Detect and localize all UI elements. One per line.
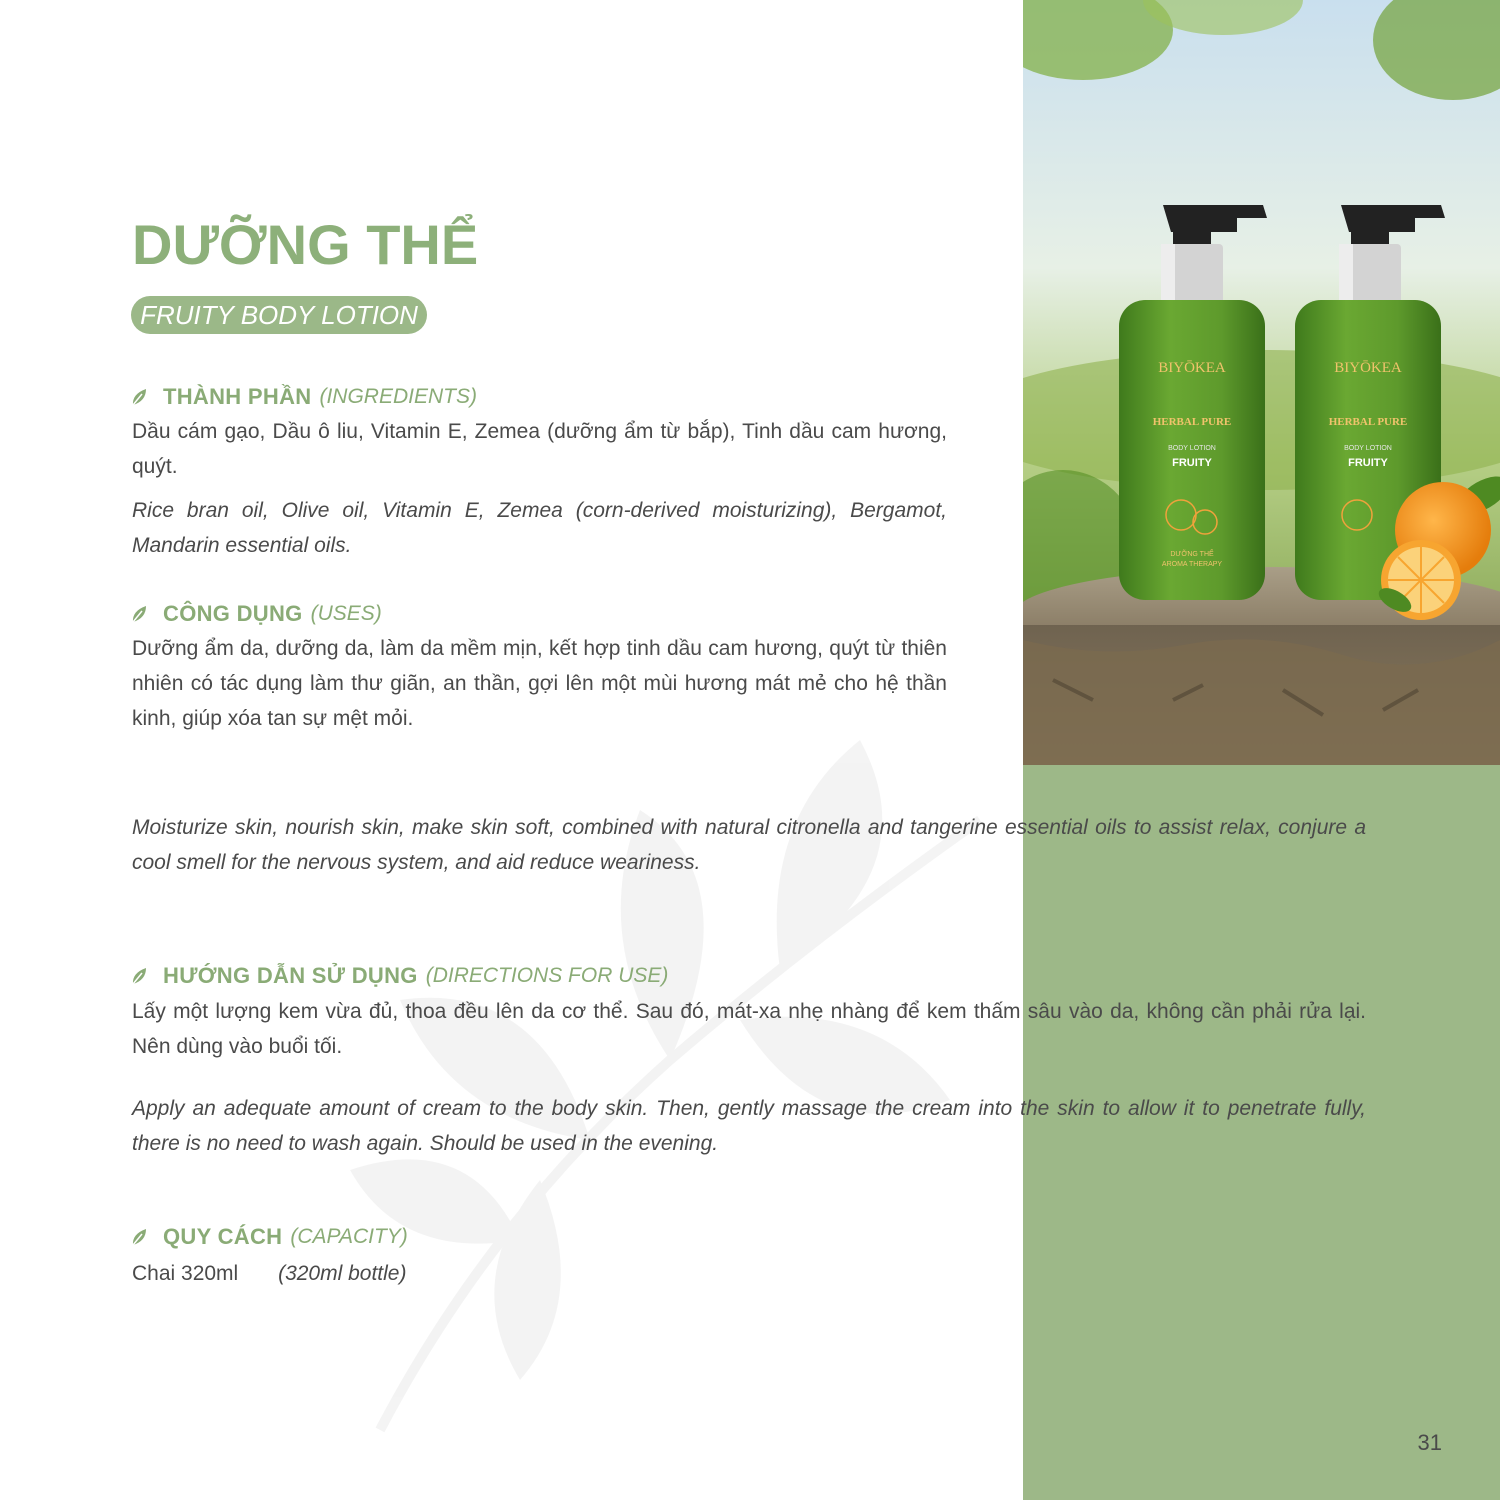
- ingredients-heading-en: (INGREDIENTS): [319, 385, 477, 408]
- uses-heading-vi: CÔNG DỤNG: [163, 601, 303, 626]
- capacity-heading: [131, 1222, 408, 1252]
- svg-text:BIYŌKEA: BIYŌKEA: [1158, 360, 1226, 376]
- ingredients-heading-vi: THÀNH PHẦN: [163, 384, 312, 409]
- leaf-icon: [131, 1228, 147, 1246]
- page-number: 31: [1417, 1430, 1442, 1455]
- svg-text:DƯỠNG THỂ: DƯỠNG THỂ: [1170, 551, 1214, 558]
- uses-text-vi: Dưỡng ẩm da, dưỡng da, làm da mềm mịn, kết hợp tinh dầu cam hương, quýt từ thiên nhiên có tác dụng làm thư giãn, an thần, gợi lên một mùi hương mát mẻ cho hệ thần kinh, giúp xóa tan sự mệt mỏi.: [132, 637, 947, 730]
- uses-heading: [131, 599, 382, 629]
- ingredients-heading: [131, 382, 477, 412]
- svg-text:BIYŌKEA: BIYŌKEA: [1334, 360, 1402, 376]
- leaf-icon: [131, 605, 147, 623]
- product-photo: [1023, 0, 1500, 765]
- svg-text:FRUITY: FRUITY: [1172, 457, 1212, 469]
- svg-text:HERBAL PURE: HERBAL PURE: [1328, 416, 1408, 428]
- leaf-icon: [131, 967, 147, 985]
- ingredients-text-en: Rice bran oil, Olive oil, Vitamin E, Zemea (corn-derived moisturizing), Bergamot, Mandarin essential oils.: [132, 499, 947, 557]
- subtitle-badge: [131, 296, 427, 334]
- svg-text:FRUITY: FRUITY: [1348, 457, 1388, 469]
- svg-text:BODY LOTION: BODY LOTION: [1168, 445, 1216, 452]
- capacity-text-en: (320ml bottle): [278, 1262, 407, 1285]
- capacity-heading-vi: QUY CÁCH: [163, 1224, 283, 1249]
- svg-text:AROMA THERAPY: AROMA THERAPY: [1161, 561, 1223, 568]
- uses-heading-en: (USES): [310, 602, 382, 625]
- svg-text:HERBAL PURE: HERBAL PURE: [1152, 416, 1232, 428]
- directions-heading-en: (DIRECTIONS FOR USE): [425, 964, 669, 987]
- ingredients-text-vi: Dầu cám gạo, Dầu ô liu, Vitamin E, Zemea (dưỡng ẩm từ bắp), Tinh dầu cam hương, quýt.: [132, 420, 947, 478]
- directions-text-vi: Lấy một lượng kem vừa đủ, thoa đều lên da cơ thể. Sau đó, mát-xa nhẹ nhàng để kem thấm sâu vào da, không cần phải rửa lại. Nên dùng vào buổi tối.: [132, 1000, 1366, 1058]
- directions-text-en: Apply an adequate amount of cream to the body skin. Then, gently massage the cream into the skin to allow it to penetrate fully, there is no need to wash again. Should be used in the evening.: [132, 1097, 1366, 1155]
- uses-text-en: Moisturize skin, nourish skin, make skin soft, combined with natural citronella and tangerine essential oils to assist relax, conjure a cool smell for the nervous system, and aid reduce weariness.: [132, 816, 1366, 874]
- directions-heading-vi: HƯỚNG DẪN SỬ DỤNG: [163, 963, 418, 988]
- subtitle-text: FRUITY BODY LOTION: [140, 299, 418, 330]
- directions-heading: [131, 961, 668, 991]
- capacity-line: [132, 1256, 406, 1291]
- leaf-icon: [131, 388, 147, 406]
- svg-text:BODY LOTION: BODY LOTION: [1344, 445, 1392, 452]
- capacity-heading-en: (CAPACITY): [290, 1225, 408, 1248]
- capacity-text-vi: Chai 320ml: [132, 1262, 239, 1285]
- page-title: DƯỠNG THỂ: [132, 213, 479, 276]
